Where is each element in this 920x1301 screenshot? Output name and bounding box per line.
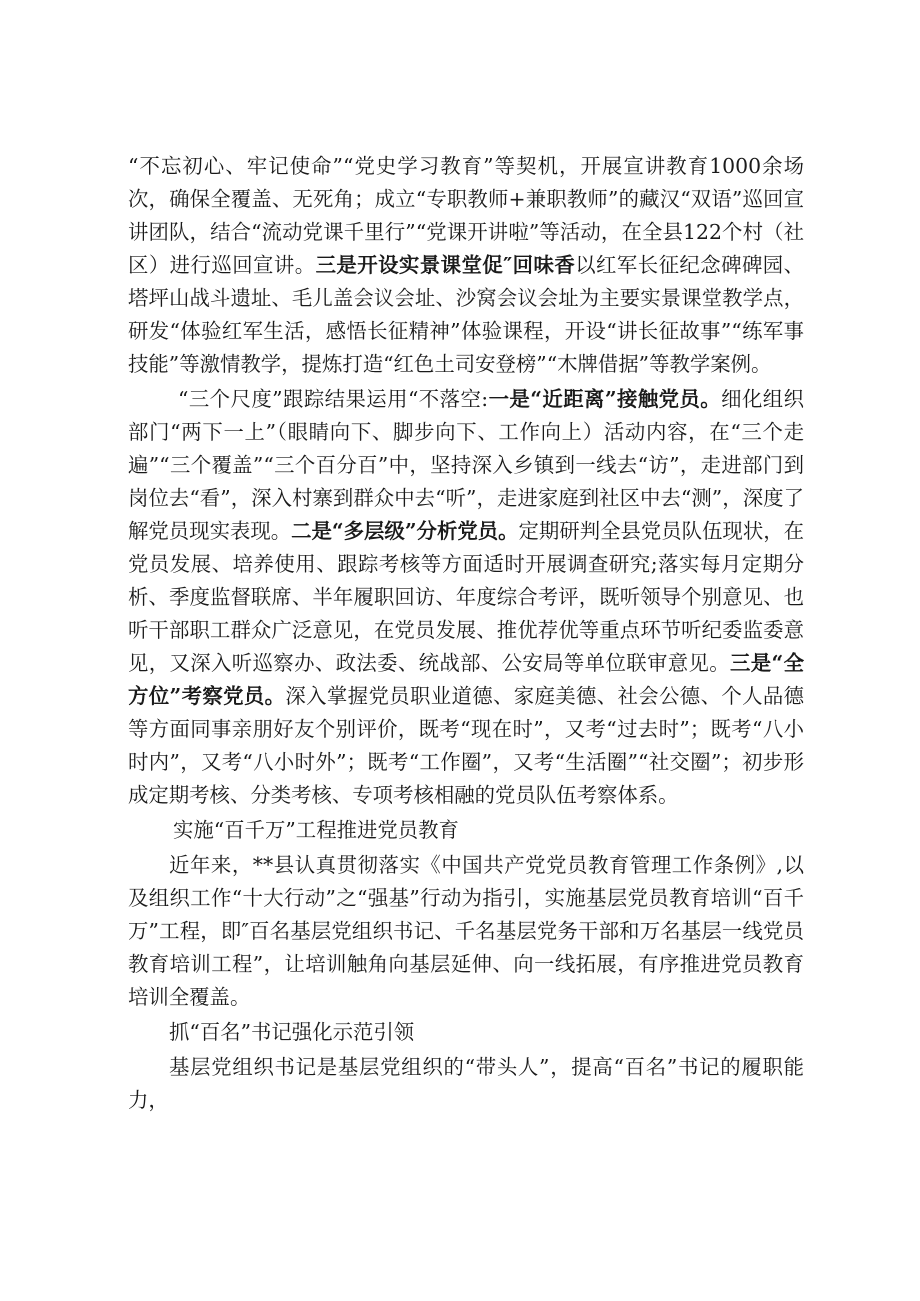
document-body: [128, 150, 804, 1117]
paragraph-text: 基层党组织书记是基层党组织的“带头人”，提高“百名”书记的履职能力，: [128, 1055, 804, 1112]
bold-lead-phrase: 三是“全方位”考察党员。: [128, 651, 805, 708]
bold-lead-phrase: 二是“多层级”分析党员。: [291, 519, 519, 543]
paragraph-text: 细化组织部门“两下一上”（眼睛向下、脚步向下、工作向上）活动内容，在“三个走遍”“三个覆盖”“三个百分百”中，坚持深入乡镇到一线去“访”，走进部门到岗位去“看”，深入村寨到群众中去“听”，走进家庭到社区中去“测”，深度了解党员现实表现。: [128, 387, 804, 543]
section-heading-secretaries: [128, 1016, 804, 1049]
paragraph-text: 近年来，**县认真贯彻落实《中国共产党党员教育管理工作条例》,以及组织工作“十大行动”之“强基”行动为指引，实施基层党员教育培训“百千万”工程，即″百名基层党组织书记、千名基层党务干部和万名基层一线党员教育培训工程”，让培训触角向基层延伸、向一线拓展，有序推进党员教育培训全覆盖。: [128, 853, 804, 1009]
paragraph-three-measures: [128, 383, 804, 812]
paragraph-text: 定期研判全县党员队伍现状，在党员发展、培养使用、跟踪考核等方面适时开展调查研究;落实每月定期分析、季度监督联席、半年履职回访、年度综合考评，既听领导个别意见、也听干部职工群众广泛意见，在党员发展、推优荐优等重点环节听纪委监委意见，又深入听巡察办、政法委、统战部、公安局等单位联审意见。: [128, 519, 804, 675]
bold-lead-phrase: 三是开设实景课堂促″回味香: [315, 253, 576, 277]
heading-text: 抓“百名”书记强化示范引领: [169, 1020, 415, 1044]
section-heading-baiqianwan: [128, 814, 804, 847]
paragraph-text: “三个尺度”跟踪结果运用“不落空:: [178, 387, 489, 411]
paragraph-text: 深入掌握党员职业道德、家庭美德、社会公德、个人品德等方面同事亲朋好友个别评价，既考“现在时”，又考“过去时”；既考“八小时内”，又考“八小时外”；既考“工作圈”，又考“生活圈”“社交圈”；初步形成定期考核、分类考核、专项考核相融的党员队伍考察体系。: [128, 684, 804, 807]
paragraph-text: 以红军长征纪念碑碑园、塔坪山战斗遗址、毛儿盖会议会址、沙窝会议会址为主要实景课堂教学点，研发“体验红军生活，感悟长征精神”体验课程，开设“讲长征故事”“练军事技能”等激情教学，提炼打造“红色土司安登榜”“木牌借据”等教学案例。: [128, 253, 805, 376]
paragraph-secretary-role: [128, 1051, 804, 1117]
paragraph-text: “不忘初心、牢记使命”“党史学习教育”等契机，开展宣讲教育1000余场次，确保全覆盖、无死角；成立“专职教师+兼职教师”的藏汉“双语”巡回宣讲团队，结合“流动党课千里行”“党课开讲啦”等活动，在全县122个村（社区）进行巡回宣讲。: [128, 154, 804, 277]
heading-text: 实施“百千万”工程推进党员教育: [173, 818, 459, 842]
paragraph-training-program: [128, 849, 804, 1014]
paragraph-propaganda-education: [128, 150, 804, 381]
bold-lead-phrase: 一是“近距离”接触党员。: [488, 387, 722, 411]
